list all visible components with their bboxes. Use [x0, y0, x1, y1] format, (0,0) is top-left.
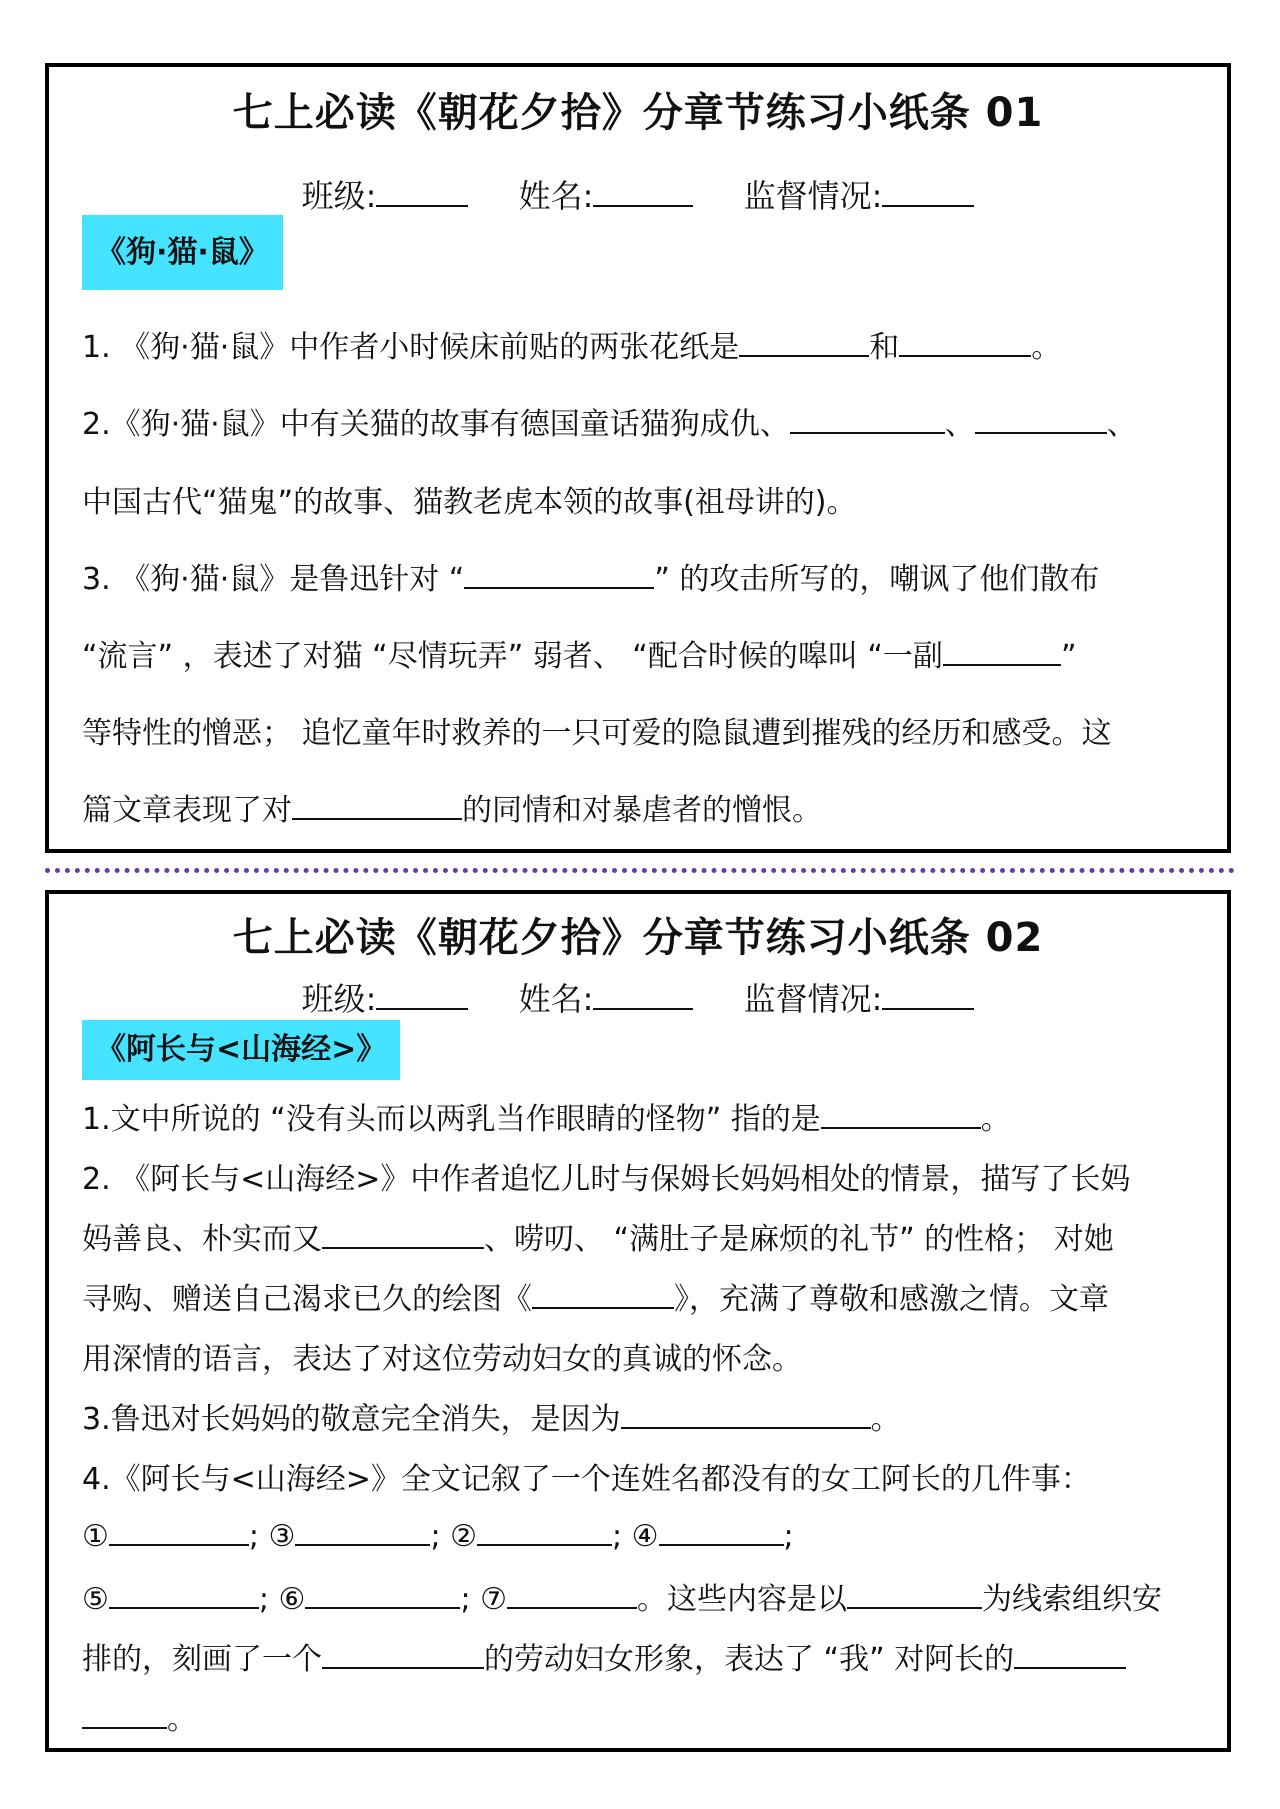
- question-line: 1. 《狗·猫·鼠》中作者小时候床前贴的两张花纸是 和 。: [82, 322, 1061, 366]
- name-field[interactable]: 姓名:: [519, 171, 694, 217]
- answer-blank[interactable]: [464, 557, 654, 589]
- question-line: 1.文中所说的 “没有头而以两乳当作眼睛的怪物” 指的是 。: [82, 1094, 1011, 1138]
- answer-blank[interactable]: [659, 1514, 784, 1546]
- supervise-blank[interactable]: [882, 980, 974, 1010]
- section-title: 《阿长与<山海经>》: [82, 1020, 400, 1080]
- answer-blank[interactable]: [847, 1577, 982, 1609]
- question-line: 4.《阿长与<山海经>》全文记叙了一个连姓名都没有的女工阿长的几件事：: [82, 1462, 1091, 1497]
- dotted-divider: [45, 868, 1235, 873]
- question-line: ① ; ③ ; ② ; ④ ;: [82, 1514, 794, 1554]
- answer-blank[interactable]: [507, 1577, 637, 1609]
- question-line: 用深情的语言，表达了对这位劳动妇女的真诚的怀念。: [82, 1342, 802, 1377]
- answer-blank[interactable]: [739, 325, 869, 357]
- supervise-blank[interactable]: [882, 177, 974, 207]
- answer-blank[interactable]: [621, 1397, 871, 1429]
- section-title: 《狗·猫·鼠》: [82, 215, 283, 290]
- answer-blank[interactable]: [790, 402, 945, 434]
- question-line: 2. 《阿长与<山海经>》中作者追忆儿时与保姆长妈妈相处的情景，描写了长妈: [82, 1162, 1131, 1197]
- answer-blank[interactable]: [109, 1514, 249, 1546]
- answer-blank[interactable]: [1014, 1637, 1126, 1669]
- answer-blank[interactable]: [295, 1514, 430, 1546]
- question-line: 篇文章表现了对 的同情和对暴虐者的憎恨。: [82, 785, 822, 829]
- name-blank[interactable]: [593, 980, 693, 1010]
- question-line: 寻购、赠送自己渴求已久的绘图《 》，充满了尊敬和感激之情。文章: [82, 1274, 1109, 1318]
- answer-blank[interactable]: [82, 1697, 167, 1729]
- class-blank[interactable]: [376, 980, 468, 1010]
- worksheet-card-01: [45, 63, 1231, 853]
- class-blank[interactable]: [376, 177, 468, 207]
- answer-blank[interactable]: [821, 1097, 981, 1129]
- name-field[interactable]: 姓名:: [519, 974, 694, 1020]
- card-title: 七上必读《朝花夕拾》分章节练习小纸条 01: [232, 90, 1044, 136]
- question-line: “流言” ，表述了对猫 “尽情玩弄” 弱者、 “配合时候的嗥叫 “一副 ”: [82, 631, 1076, 675]
- card-title: 七上必读《朝花夕拾》分章节练习小纸条 02: [232, 915, 1044, 961]
- question-line: 等特性的憎恶； 追忆童年时救养的一只可爱的隐鼠遭到摧残的经历和感受。这: [82, 716, 1112, 751]
- question-line: 中国古代“猫鬼”的故事、猫教老虎本领的故事(祖母讲的)。: [82, 485, 857, 520]
- student-info-row: [49, 171, 1227, 217]
- class-field[interactable]: 班级:: [302, 171, 469, 217]
- question-line: 妈善良、朴实而又 、唠叨、 “满肚子是麻烦的礼节” 的性格； 对她: [82, 1214, 1114, 1258]
- answer-blank[interactable]: [975, 402, 1107, 434]
- answer-blank[interactable]: [109, 1577, 259, 1609]
- worksheet-card-02: [45, 890, 1231, 1752]
- answer-blank[interactable]: [899, 325, 1031, 357]
- answer-blank[interactable]: [322, 1637, 484, 1669]
- answer-blank[interactable]: [532, 1277, 674, 1309]
- answer-blank[interactable]: [305, 1577, 460, 1609]
- supervise-field[interactable]: 监督情况:: [744, 974, 975, 1020]
- answer-blank[interactable]: [477, 1514, 612, 1546]
- name-blank[interactable]: [593, 177, 693, 207]
- supervise-field[interactable]: 监督情况:: [744, 171, 975, 217]
- student-info-row: [49, 974, 1227, 1020]
- class-field[interactable]: 班级:: [302, 974, 469, 1020]
- question-line: 2.《狗·猫·鼠》中有关猫的故事有德国童话猫狗成仇、 、 、: [82, 399, 1137, 443]
- question-line: 3.鲁迅对长妈妈的敬意完全消失，是因为 。: [82, 1394, 901, 1438]
- answer-blank[interactable]: [943, 634, 1061, 666]
- question-line: 3. 《狗·猫·鼠》是鲁迅针对 “ ” 的攻击所写的，嘲讽了他们散布: [82, 554, 1099, 598]
- question-line: ⑤ ; ⑥ ; ⑦ 。这些内容是以 为线索组织安: [82, 1574, 1162, 1618]
- question-line: 排的，刻画了一个 的劳动妇女形象，表达了 “我” 对阿长的: [82, 1634, 1126, 1678]
- answer-blank[interactable]: [292, 788, 462, 820]
- question-line: 。: [82, 1694, 197, 1738]
- answer-blank[interactable]: [322, 1217, 484, 1249]
